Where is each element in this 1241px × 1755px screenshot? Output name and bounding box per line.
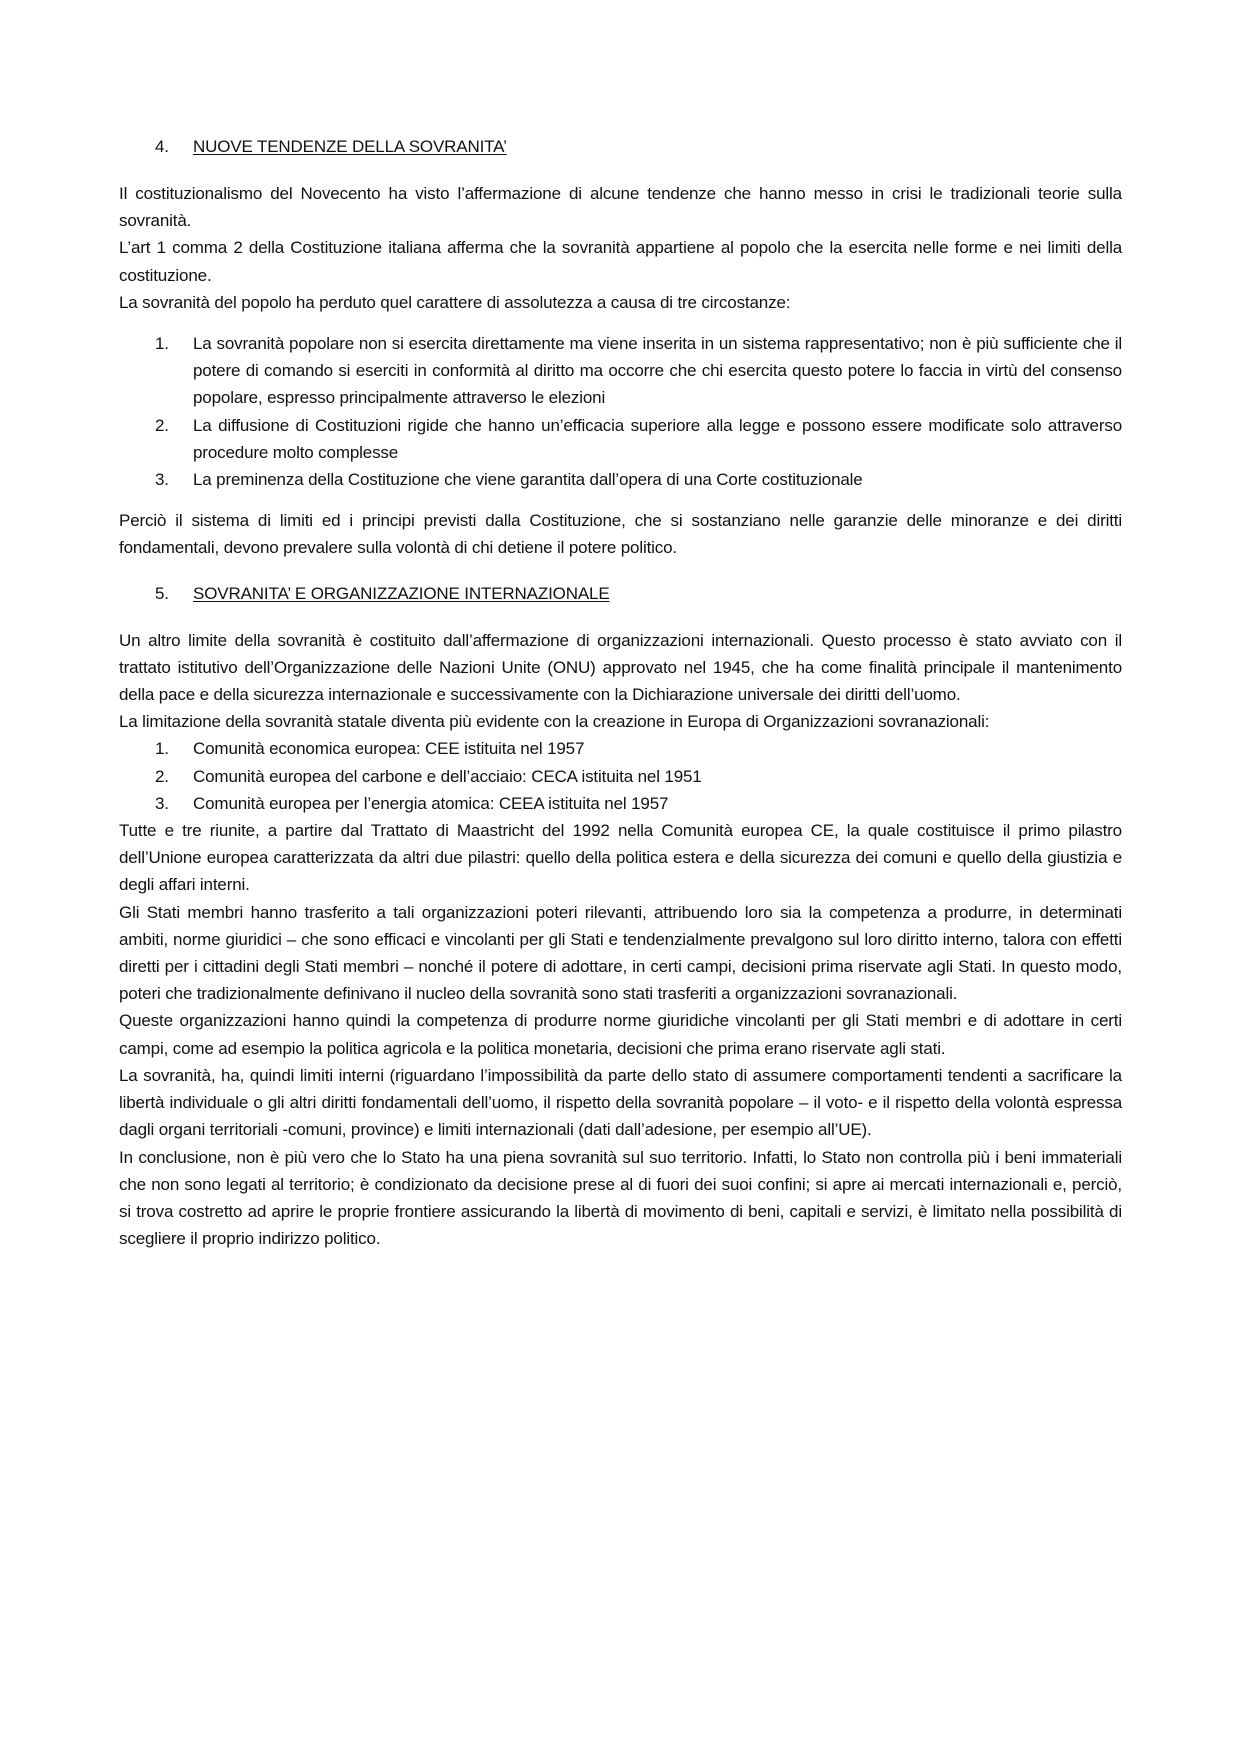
paragraph: Un altro limite della sovranità è costituito dall’affermazione di organizzazioni internazionali. Questo processo è stato avviato con il trattato istitutivo dell’Organizzazione delle Nazioni Unite (ONU) approvato nel 1945, che ha come finalità principale il mantenimento della pace e della sicurezza internazionale e successivamente con la Dichiarazione universale dei diritti dell’uomo. xyxy=(119,630,1122,705)
section-5-heading xyxy=(119,580,1122,607)
paragraph: La limitazione della sovranità statale diventa più evidente con la creazione in Europa di Organizzazioni sovranazionali: xyxy=(119,712,990,732)
section-title: NUOVE TENDENZE DELLA SOVRANITA’ xyxy=(193,137,507,156)
section-number: 4. xyxy=(155,137,169,156)
paragraph: Tutte e tre riunite, a partire dal Trattato di Maastricht del 1992 nella Comunità europea CE, la quale costituisce il primo pilastro dell’Unione europea caratterizzata da altri due pilastri: quello della politica estera e della sicurezza dei comuni e quello della giustizia e degli affari interni. xyxy=(119,821,1122,895)
list-item: 1. La sovranità popolare non si esercita direttamente ma viene inserita in un sistema rappresentativo; non è più sufficiente che il potere di comando si eserciti in conformità al diritto ma occorre che chi esercita questo potere lo faccia in virtù del consenso popolare, espresso principalmente attraverso le elezioni xyxy=(155,334,1122,408)
paragraph: La sovranità, ha, quindi limiti interni (riguardano l’impossibilità da parte dello stato di assumere comportamenti tendenti a sacrificare la libertà individuale o gli altri diritti fondamentali dell’uomo, il rispetto della sovranità popolare – il voto- e il rispetto della volontà espressa dagli organi territoriali -comuni, province) e limiti internazionali (dati dall’adesione, per esempio all’UE). xyxy=(119,1065,1122,1140)
paragraph: Il costituzionalismo del Novecento ha visto l’affermazione di alcune tendenze che hanno messo in crisi le tradizionali teorie sulla sovranità. xyxy=(119,184,1122,231)
paragraph: Perciò il sistema di limiti ed i principi previsti dalla Costituzione, che si sostanziano nelle garanzie delle minoranze e dei diritti fondamentali, devono prevalere sulla volontà di chi detiene il potere politico. xyxy=(119,511,1122,558)
paragraph: Gli Stati membri hanno trasferito a tali organizzazioni poteri rilevanti, attribuendo loro sia la competenza a produrre, in determinati ambiti, norme giuridici – che sono efficaci e vincolanti per gli Stati e tendenzialmente prevalgono sul loro diritto interno, talora con effetti diretti per i cittadini degli Stati membri – nonché il potere di adottare, in certi campi, decisioni prima riservate agli Stati. In questo modo, poteri che tradizionalmente definivano il nucleo della sovranità sono stati trasferiti a organizzazioni sovranazionali. xyxy=(119,902,1122,1004)
section-number: 5. xyxy=(155,583,169,603)
section-4-heading xyxy=(119,133,1122,160)
paragraph: La sovranità del popolo ha perduto quel carattere di assolutezza a causa di tre circostanze: xyxy=(119,292,791,312)
numbered-list xyxy=(119,330,1122,493)
section-title: SOVRANITA’ E ORGANIZZAZIONE INTERNAZIONALE xyxy=(193,583,610,603)
list-item: 2. La diffusione di Costituzioni rigide che hanno un’efficacia superiore alla legge e possono essere modificate solo attraverso procedure molto complesse xyxy=(155,415,1122,462)
list-item: 3. Comunità europea per l’energia atomica: CEEA istituita nel 1957 xyxy=(155,793,669,813)
numbered-list xyxy=(119,735,1122,817)
document-page xyxy=(119,133,1122,1252)
paragraph: L’art 1 comma 2 della Costituzione italiana afferma che la sovranità appartiene al popolo che la esercita nelle forme e nei limiti della costituzione. xyxy=(119,238,1122,285)
paragraph: Queste organizzazioni hanno quindi la competenza di produrre norme giuridiche vincolanti per gli Stati membri e di adottare in certi campi, come ad esempio la politica agricola e la politica monetaria, decisioni che prima erano riservate agli stati. xyxy=(119,1011,1122,1058)
list-item: 3. La preminenza della Costituzione che viene garantita dall’opera di una Corte costituzionale xyxy=(155,470,863,490)
paragraph: In conclusione, non è più vero che lo Stato ha una piena sovranità sul suo territorio. Infatti, lo Stato non controlla più i beni immateriali che non sono legati al territorio; è condizionato da decisione prese al di fuori dei suoi confini; si apre ai mercati internazionali e, perciò, si trova costretto ad aprire le proprie frontiere assicurando la libertà di movimento di beni, capitali e servizi, è limitato nella possibilità di scegliere il proprio indirizzo politico. xyxy=(119,1147,1122,1249)
list-item: 2. Comunità europea del carbone e dell’acciaio: CECA istituita nel 1951 xyxy=(155,766,702,786)
list-item: 1. Comunità economica europea: CEE istituita nel 1957 xyxy=(155,739,585,759)
